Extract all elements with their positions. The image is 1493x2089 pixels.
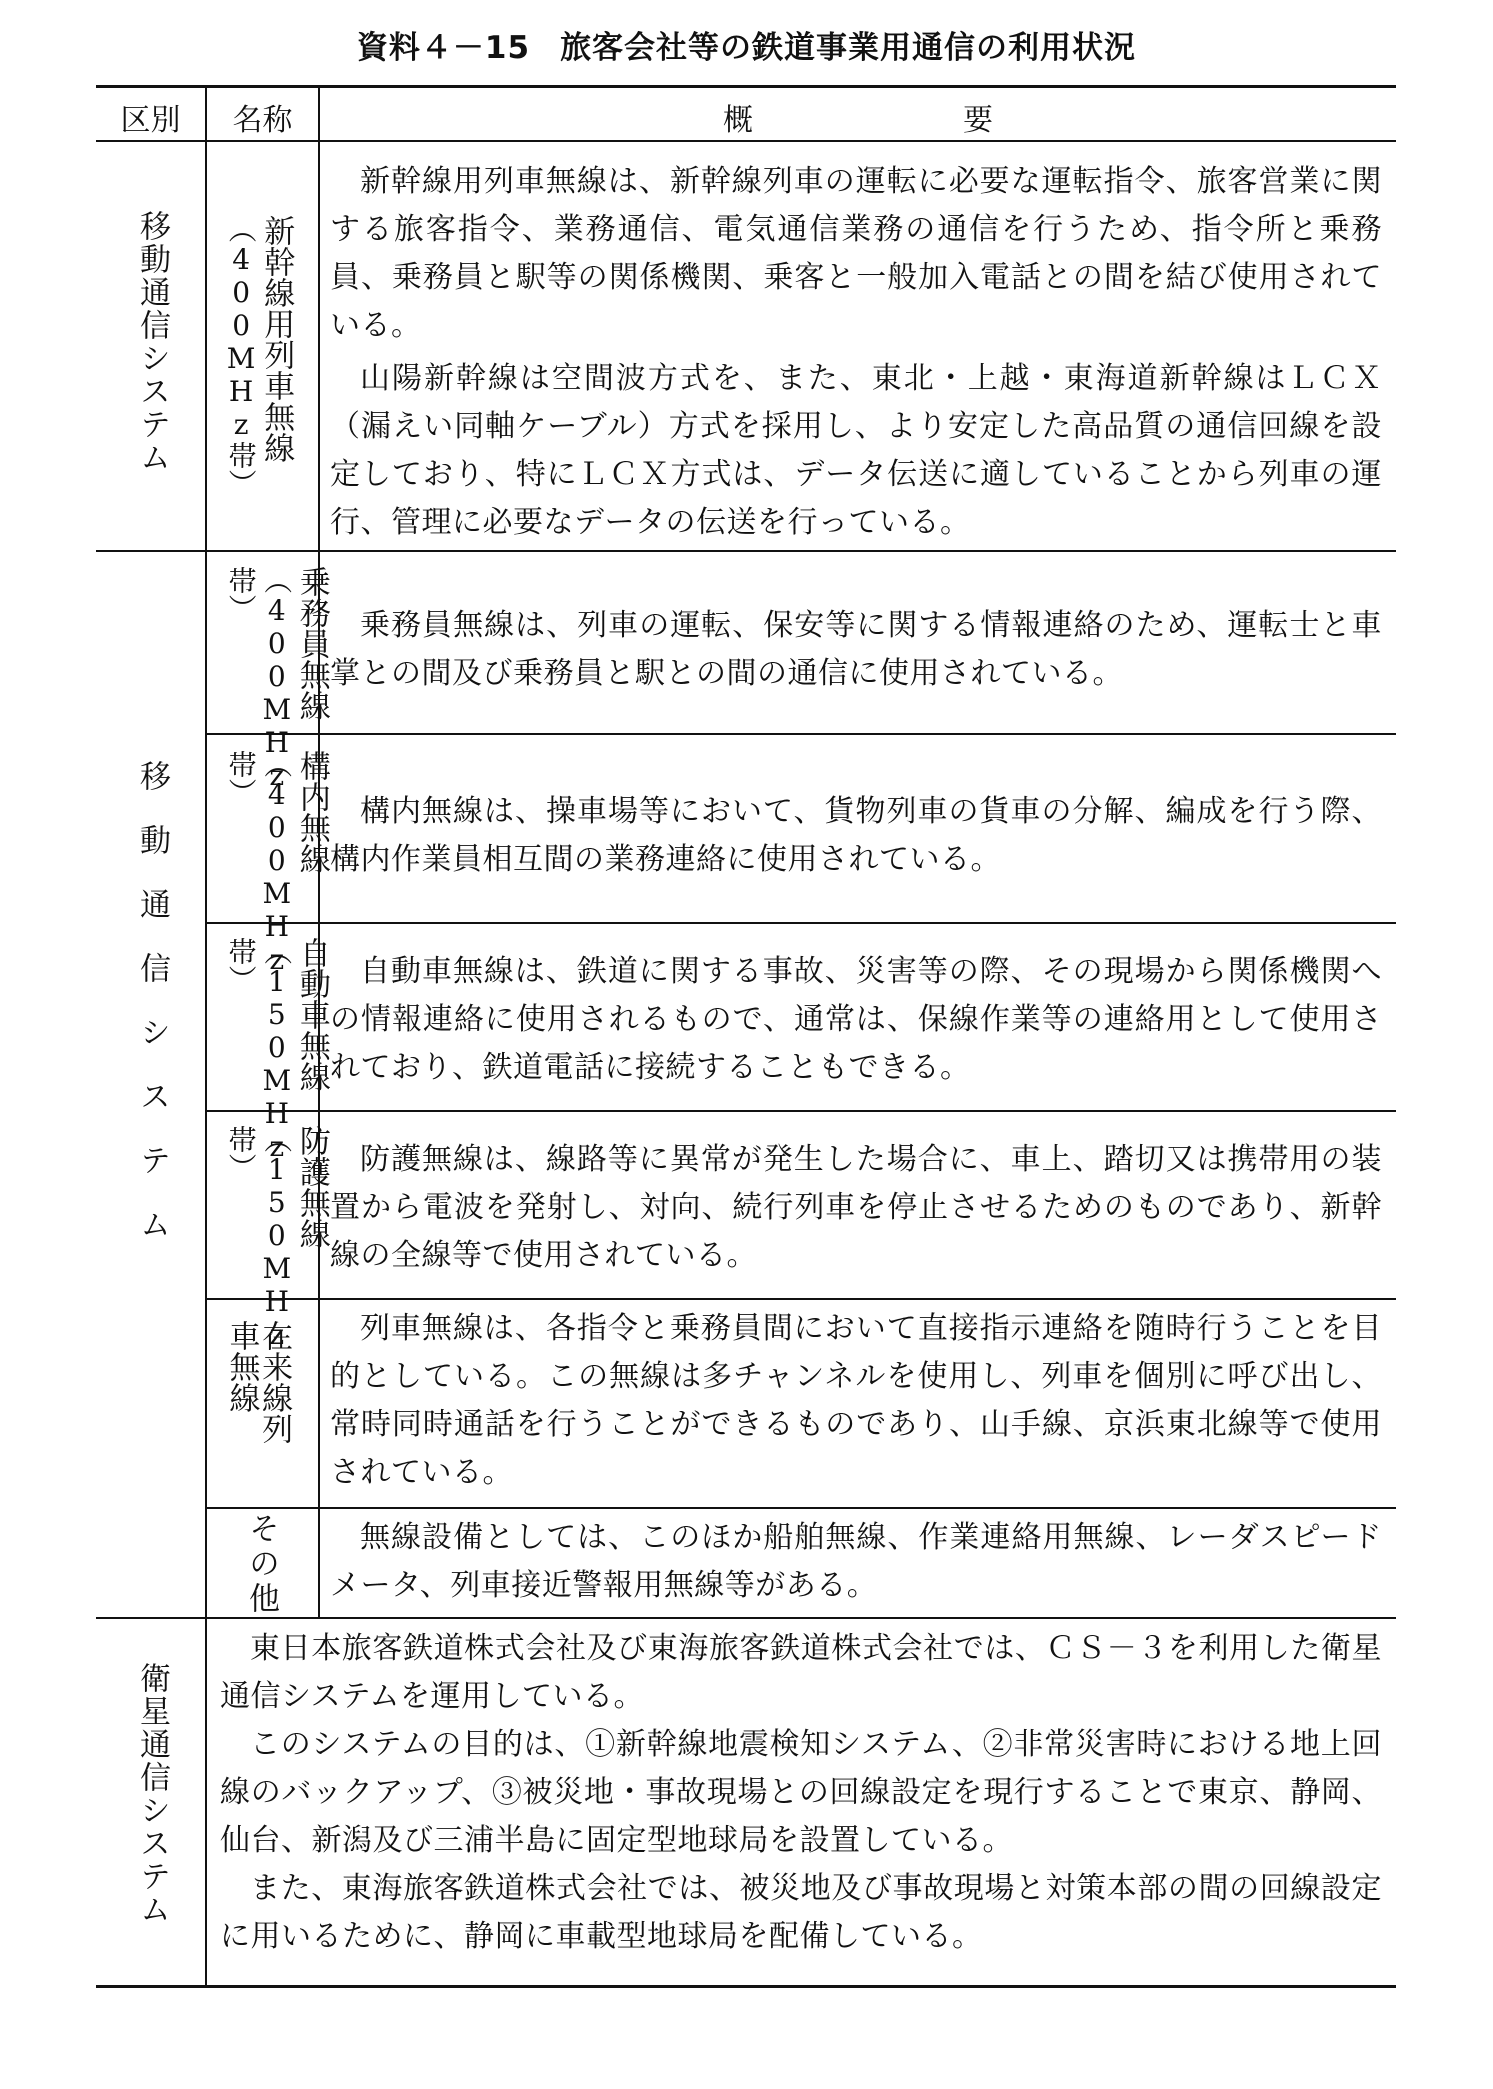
paragraph: 無線設備としては、このほか船舶無線、作業連絡用無線、レーダスピードメータ、列車接近警報用無線等がある。 (330, 1520, 1382, 1603)
paragraph: 山陽新幹線は空間波方式を、また、東北・上越・東海道新幹線はＬＣＸ（漏えい同軸ケーブル）方式を採用し、より安定した高品質の通信回線を設定しており、特にＬＣＸ方式は、データ伝送に適していることから列車の運行、管理に必要なデータの伝送を行っている。 (330, 361, 1382, 540)
gaiyo-conventional-train-radio (330, 1305, 1382, 1497)
kubun-mobile-1: 移動通信システム (134, 210, 170, 474)
name-conventional-train-radio: 在来線列車無線 (223, 1320, 293, 1444)
section-divider-1 (96, 550, 1396, 552)
gaiyo-other (330, 1514, 1382, 1610)
name-yard-radio (222, 750, 330, 976)
name-text: 自動車無線 (293, 937, 330, 1092)
band-text: （400MHz帯） (224, 566, 294, 792)
paragraph: 乗務員無線は、列車の運転、保安等に関する情報連絡のため、運転士と車掌との間及び乗務員と駅との間の通信に使用されている。 (330, 608, 1382, 691)
row-divider-2 (205, 922, 1396, 924)
name-text: 構内無線 (293, 750, 330, 874)
paragraph: 防護無線は、線路等に異常が発生した場合に、車上、踏切又は携帯用の装置から電波を発射し、対向、続行列車を停止させるためのものであり、新幹線の全線等で使用されている。 (330, 1142, 1382, 1273)
paragraph: 列車無線は、各指令と乗務員間において直接指示連絡を随時行うことを目的としている。この無線は多チャンネルを使用し、列車を個別に呼び出し、常時同時通話を行うことができるものであり、山手線、京浜東北線等で使用されている。 (330, 1311, 1382, 1490)
paragraph: また、東海旅客鉄道株式会社では、被災地及び事故現場と対策本部の間の回線設定に用いるために、静岡に車載型地球局を配備している。 (220, 1871, 1382, 1954)
gaiyo-vehicle-radio (330, 948, 1382, 1092)
band-text: （400MHz帯） (224, 215, 258, 497)
band-text: （150MHz帯） (224, 937, 294, 1163)
name-text: 防護無線 (293, 1125, 330, 1249)
kubun-mobile-2: 移動通信システム (134, 760, 170, 1272)
name-shinkansen-radio (222, 215, 293, 535)
name-text: 新幹線用列車無線 (258, 215, 295, 463)
paragraph: 東日本旅客鉄道株式会社及び東海旅客鉄道株式会社では、ＣＳ－３を利用した衛星通信システムを運用している。 (220, 1631, 1382, 1714)
table-bottom-border (96, 1985, 1396, 1988)
paragraph: 自動車無線は、鉄道に関する事故、災害等の際、その現場から関係機関への情報連絡に使用されるもので、通常は、保線作業等の連絡用として使用されており、鉄道電話に接続することもできる。 (330, 954, 1382, 1085)
kubun-column-border (205, 87, 207, 1987)
paragraph: 構内無線は、操車場等において、貨物列車の貨車の分解、編成を行う際、構内作業員相互間の業務連絡に使用されている。 (330, 794, 1382, 877)
name-crew-radio (222, 566, 330, 792)
name-protection-radio (222, 1125, 330, 1351)
section-divider-2 (96, 1617, 1396, 1619)
band-text: （150MHz帯） (224, 1125, 294, 1351)
row-divider-5 (205, 1507, 1396, 1509)
gaiyo-yard-radio (330, 788, 1382, 884)
gaiyo-shinkansen-radio (330, 158, 1382, 547)
gaiyo-crew-radio (330, 602, 1382, 698)
header-bottom-border (96, 140, 1396, 142)
name-vehicle-radio (222, 937, 330, 1163)
kubun-satellite: 衛星通信システム (134, 1662, 170, 1926)
row-divider-3 (205, 1110, 1396, 1112)
paragraph: 新幹線用列車無線は、新幹線列車の運転に必要な運転指令、旅客営業に関する旅客指令、業務通信、電気通信業務の通信を行うため、指令所と乗務員、乗務員と駅等の関係機関、乗客と一般加入電話との間を結び使用されている。 (330, 164, 1382, 343)
paragraph: このシステムの目的は、①新幹線地震検知システム、②非常災害時における地上回線のバックアップ、③被災地・事故現場との回線設定を現行することで東京、静岡、仙台、新潟及び三浦半島に固定型地球局を設置している。 (220, 1727, 1382, 1858)
header-meisho: 名称 (232, 103, 293, 138)
row-divider-1 (205, 733, 1396, 735)
name-text: 乗務員無線 (293, 566, 330, 721)
name-other: その他 (243, 1512, 279, 1617)
gaiyo-satellite (220, 1625, 1382, 1961)
band-text: （400MHz帯） (224, 750, 294, 976)
title-text: 旅客会社等の鉄道事業用通信の利用状況 (560, 30, 1137, 66)
gaiyo-protection-radio (330, 1136, 1382, 1280)
title-number: 資料４－15 (356, 30, 531, 66)
row-divider-4 (205, 1298, 1396, 1300)
table-top-border (96, 85, 1396, 88)
page-title (0, 22, 1493, 67)
header-gaiyo: 概 要 (723, 103, 993, 138)
header-kubun: 区別 (120, 103, 181, 138)
